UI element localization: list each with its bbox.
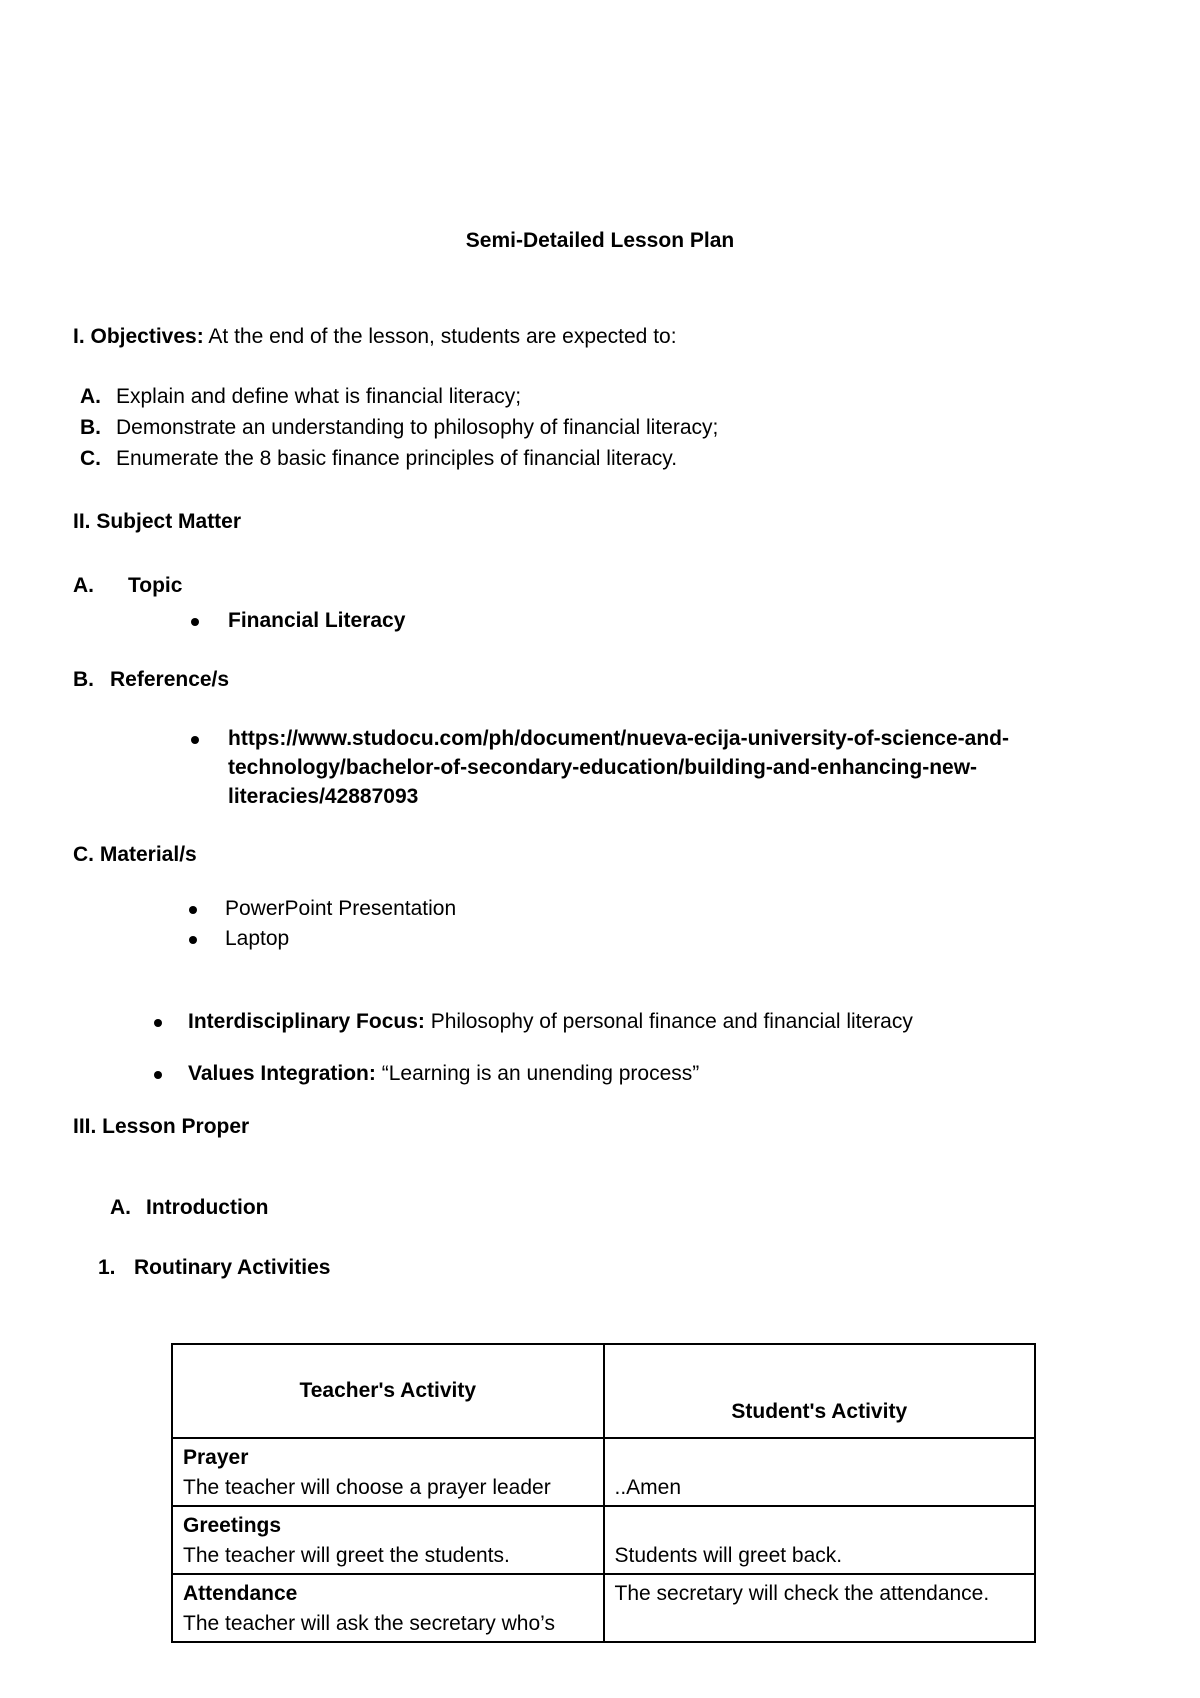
materials-label: C. Material/s bbox=[73, 843, 197, 866]
introduction-label: Introduction bbox=[146, 1196, 269, 1219]
bullet-icon bbox=[191, 736, 199, 744]
teacher-cell bbox=[172, 1438, 604, 1506]
values-text: “Learning is an unending process” bbox=[381, 1062, 700, 1085]
objectives-line bbox=[73, 325, 677, 349]
row-label: Attendance bbox=[183, 1582, 298, 1605]
routinary-number: 1. bbox=[98, 1256, 116, 1279]
objective-letter: A. bbox=[80, 385, 101, 408]
teacher-cell bbox=[172, 1506, 604, 1574]
bullet-icon bbox=[189, 906, 197, 914]
topic-item: Financial Literacy bbox=[228, 609, 406, 632]
row-label: Prayer bbox=[183, 1446, 249, 1469]
student-cell: ..Amen bbox=[604, 1438, 1036, 1506]
teacher-text: The teacher will ask the secretary who’s bbox=[183, 1612, 555, 1635]
table-row bbox=[172, 1438, 1035, 1506]
objective-letter: C. bbox=[80, 447, 101, 470]
bullet-icon bbox=[154, 1019, 162, 1027]
reference-line-1: https://www.studocu.com/ph/document/nueva-ecija-university-of-science-and- bbox=[228, 727, 1009, 750]
student-cell: Students will greet back. bbox=[604, 1506, 1036, 1574]
student-cell: The secretary will check the attendance. bbox=[604, 1574, 1036, 1642]
objective-item-b bbox=[80, 416, 718, 440]
introduction-letter: A. bbox=[110, 1196, 131, 1219]
teacher-cell bbox=[172, 1574, 604, 1642]
interdisciplinary-label: Interdisciplinary Focus: bbox=[188, 1010, 425, 1033]
objectives-intro: At the end of the lesson, students are expected to: bbox=[208, 325, 677, 348]
routinary-label: Routinary Activities bbox=[134, 1256, 331, 1279]
interdisciplinary-focus bbox=[188, 1010, 913, 1034]
bullet-icon bbox=[191, 618, 199, 626]
reference-letter: B. bbox=[73, 668, 94, 691]
activities-table bbox=[171, 1343, 1036, 1643]
objective-letter: B. bbox=[80, 416, 101, 439]
reference-line-2: technology/bachelor-of-secondary-education/building-and-enhancing-new- bbox=[228, 756, 978, 779]
student-activity-header: Student's Activity bbox=[604, 1344, 1036, 1438]
bullet-icon bbox=[154, 1071, 162, 1079]
table-row bbox=[172, 1574, 1035, 1642]
objective-text: Enumerate the 8 basic finance principles of financial literacy. bbox=[116, 447, 678, 470]
objective-text: Demonstrate an understanding to philosophy of financial literacy; bbox=[116, 416, 719, 439]
lesson-proper-heading: III. Lesson Proper bbox=[73, 1115, 250, 1138]
objectives-heading: I. Objectives: bbox=[73, 325, 204, 348]
interdisciplinary-text: Philosophy of personal finance and financial literacy bbox=[430, 1010, 913, 1033]
values-integration bbox=[188, 1062, 699, 1086]
bullet-icon bbox=[189, 936, 197, 944]
values-label: Values Integration: bbox=[188, 1062, 376, 1085]
table-header-row bbox=[172, 1344, 1035, 1438]
topic-label: Topic bbox=[128, 574, 183, 597]
page-title: Semi-Detailed Lesson Plan bbox=[465, 229, 735, 252]
material-item: Laptop bbox=[225, 927, 290, 950]
reference-line-3: literacies/42887093 bbox=[228, 785, 419, 808]
row-label: Greetings bbox=[183, 1514, 282, 1537]
topic-letter: A. bbox=[73, 574, 94, 597]
subject-matter-heading: II. Subject Matter bbox=[73, 510, 242, 533]
teacher-text: The teacher will greet the students. bbox=[183, 1544, 510, 1567]
table-row bbox=[172, 1506, 1035, 1574]
reference-label: Reference/s bbox=[110, 668, 230, 691]
objective-text: Explain and define what is financial literacy; bbox=[116, 385, 522, 408]
objective-item-c bbox=[80, 447, 677, 471]
material-item: PowerPoint Presentation bbox=[225, 897, 457, 920]
teacher-text: The teacher will choose a prayer leader bbox=[183, 1476, 551, 1499]
objective-item-a bbox=[80, 385, 521, 409]
teacher-activity-header: Teacher's Activity bbox=[172, 1344, 604, 1438]
